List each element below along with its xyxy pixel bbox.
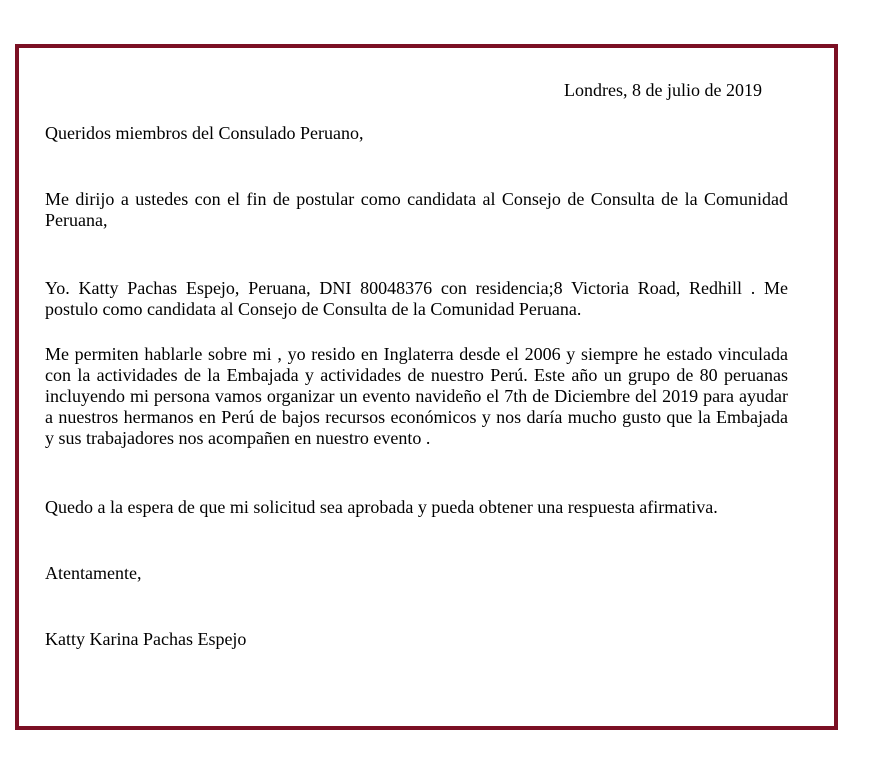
about-paragraph: Me permiten hablarle sobre mi , yo resido en Inglaterra desde el 2006 y siempre he estado vinculada con la actividades de la Embajada y actividades de nuestro Perú. Este año un grupo de 80 peruanas incluyendo mi persona vamos organizar un evento navideño el 7th de Diciembre del 2019 para ayudar a nuestros hermanos en Perú de bajos recursos económicos y nos daría mucho gusto que la Embajada y sus trabajadores nos acompañen en nuestro evento . xyxy=(45,344,788,448)
intro-paragraph: Me dirijo a ustedes con el fin de postular como candidata al Consejo de Consulta de la Comunidad Peruana, xyxy=(45,189,788,230)
greeting: Queridos miembros del Consulado Peruano, xyxy=(45,123,364,143)
date-line: Londres, 8 de julio de 2019 xyxy=(564,80,762,100)
sign-off: Atentamente, xyxy=(45,563,142,583)
letter-frame xyxy=(15,44,838,730)
closing-paragraph: Quedo a la espera de que mi solicitud sea aprobada y pueda obtener una respuesta afirmativa. xyxy=(45,497,718,517)
signature: Katty Karina Pachas Espejo xyxy=(45,629,247,649)
identity-paragraph: Yo. Katty Pachas Espejo, Peruana, DNI 80048376 con residencia;8 Victoria Road, Redhill . Me postulo como candidata al Consejo de Consulta de la Comunidad Peruana. xyxy=(45,278,788,319)
